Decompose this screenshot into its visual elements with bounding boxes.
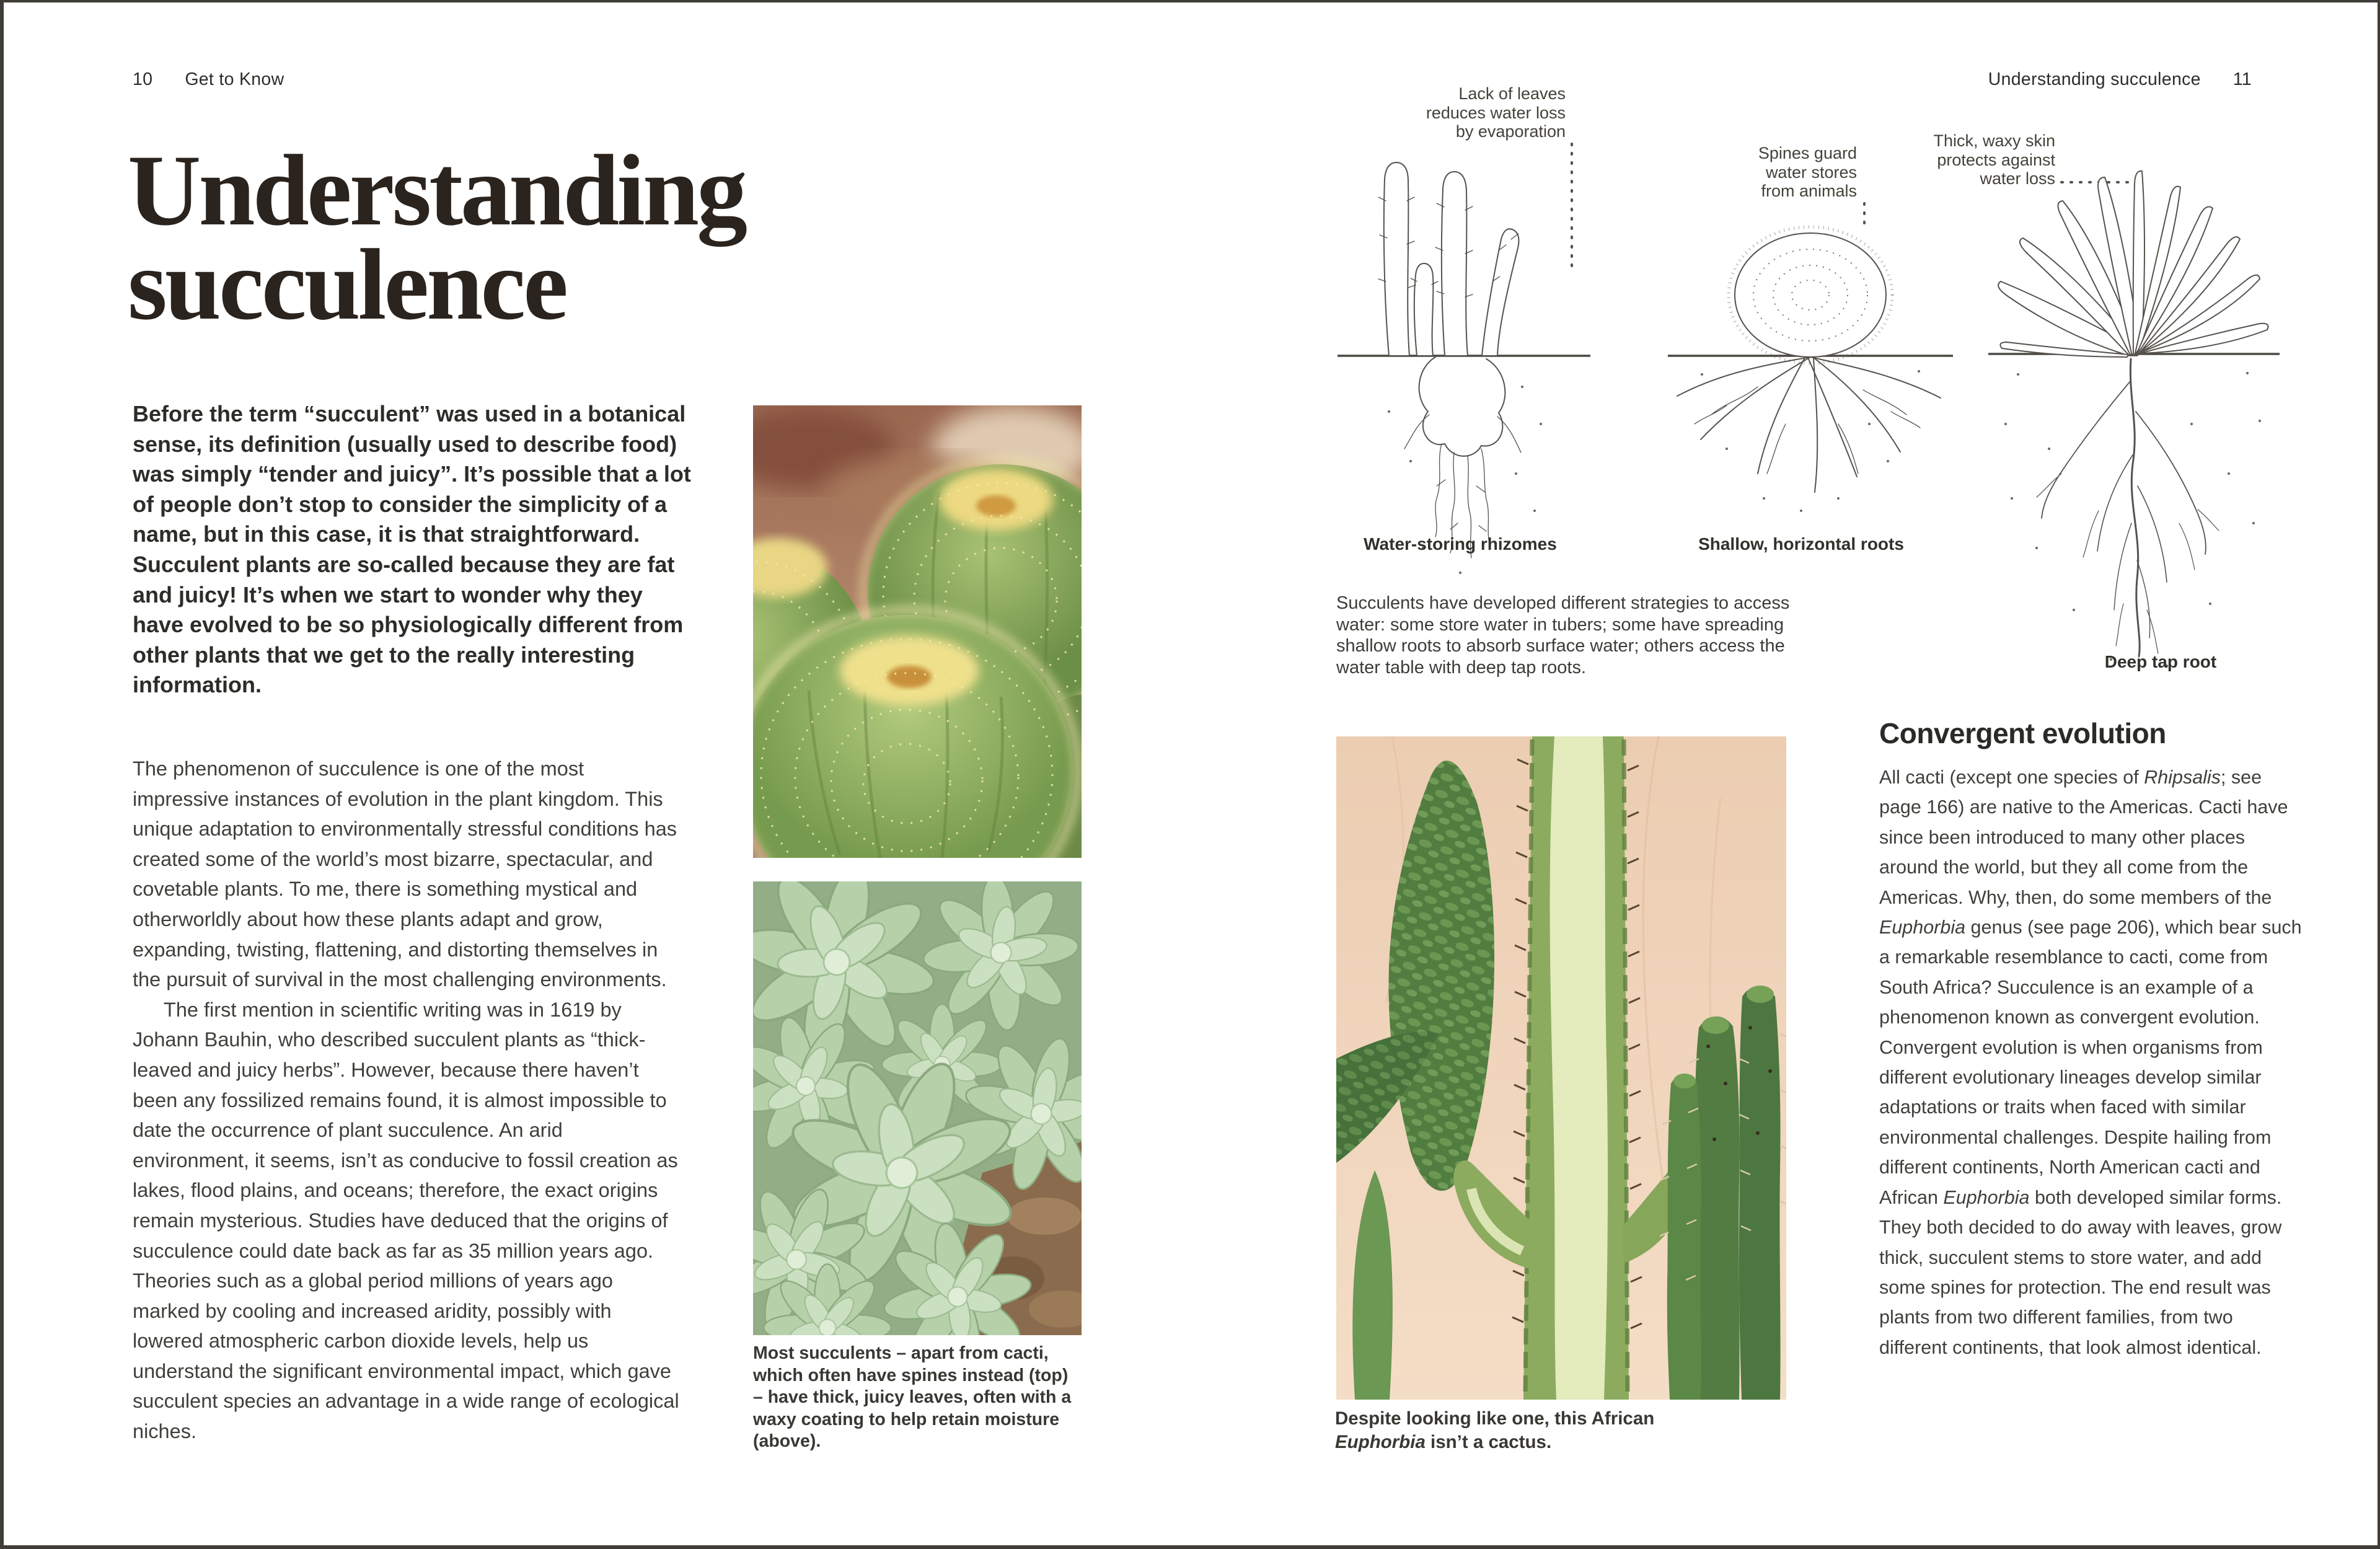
diagram-label-middle: Spines guard water stores from animals [1758, 144, 1857, 200]
body-text [133, 754, 683, 1447]
running-head-left-label: Get to Know [185, 69, 284, 89]
italic-euphorbia: Euphorbia [1335, 1432, 1426, 1452]
body-paragraph-2: The first mention in scientific writing was in 1619 by Johann Bauhin, who described succulent plants as “thick-leaved and juicy herbs”. However, because there haven’t been any fossilized remains found, it is almost impossible to date the occurrence of plant succulence. An arid environment, it seems, isn’t as conducive to fossil creation as lakes, flood plains, and oceans; therefore, the exact origins remain mysterious. Studies have deduced that the origins of succulence could date back as far as 35 million years ago. Theories such as a global period millions of years ago marked by cooling and increased aridity, possibly with lowered atmospheric carbon dioxide levels, help us understand the significant environmental impact, which gave succulent species an advantage in a wide range of ecological niches. [133, 998, 679, 1443]
italic-euphorbia-2: Euphorbia [1943, 1186, 2030, 1208]
photo-echeveria-rosettes [753, 881, 1082, 1335]
page-title: Understanding succulence [128, 135, 746, 341]
folio-left: 10 [133, 69, 153, 89]
section-heading: Convergent evolution [1879, 717, 2166, 749]
diagram-body-text: Succulents have developed different strategies to access water: some store water in tubers; some have spreading shallow roots to absorb surface water; others access the water table with deep tap roots. [1336, 593, 1790, 677]
italic-euphorbia-genus: Euphorbia [1879, 917, 1966, 938]
italic-rhipsalis: Rhipsalis [2144, 767, 2221, 788]
illustration-deep-tap-root [1998, 171, 2268, 667]
running-head-right-label: Understanding succulence [1988, 69, 2201, 89]
photo-euphorbia [1336, 736, 1786, 1400]
diagram-label-left: Lack of leaves reduces water loss by evaporation [1426, 84, 1566, 141]
intro-paragraph: Before the term “succulent” was used in a botanical sense, its definition (usually used to describe food) was simply “tender and juicy”. It’s possible that a lot of people don’t stop to consider the simplicity of a name, but in this case, it is that straightforward. Succulent plants are so-called because they are fat and juicy! It’s when we start to wonder why they have evolved to be so physiologically different from other plants that we get to the really interesting information. [133, 401, 691, 698]
illustration-water-storing-rhizomes [1378, 162, 1542, 574]
photo-caption-right: Despite looking like one, this African Euphorbia isn’t a cactus. [1335, 1408, 1655, 1452]
diagram-caption-rhizomes: Water-storing rhizomes [1364, 534, 1557, 554]
diagram-label-right: Thick, waxy skin protects against water loss [1933, 131, 2055, 188]
body-paragraph-1: The phenomenon of succulence is one of the most impressive instances of evolution in the plant kingdom. This unique adaptation to environmentally stressful conditions has created some of the world’s most bizarre, spectacular, and covetable plants. To me, there is something mystical and otherworldly about how these plants adapt and grow, expanding, twisting, flattening, and distorting themselves in the pursuit of survival in the most challenging environments. [133, 757, 677, 991]
diagram-caption-shallow-roots: Shallow, horizontal roots [1698, 534, 1904, 554]
running-head-left [133, 69, 284, 90]
photo-barrel-cacti [753, 405, 1082, 858]
illustration-shallow-roots [1677, 227, 1941, 512]
diagram-caption-tap-root: Deep tap root [2104, 652, 2217, 671]
photo-caption-left: Most succulents – apart from cacti, which often have spines instead (top) – have thick, juicy leaves, often with a waxy coating to help retain moisture (above). [753, 1343, 1072, 1451]
section-body: All cacti (except one species of Rhipsalis; see page 166) are native to the Americas. Cacti have since been introduced to many other places around the world, but they all come from the Americas. Why, then, do some members of the Euphorbia genus (see page 206), which bear such a remarkable resemblance to cacti, come from South Africa? Succulence is an example of a phenomenon known as convergent evolution. Convergent evolution is when organisms from different evolutionary lineages develop similar adaptations or traits when faced with similar environmental challenges. Despite hailing from different continents, North American cacti and African Euphorbia both developed similar forms. They both decided to do away with leaves, grow thick, succulent stems to store water, and add some spines for protection. The end result was plants from two different families, from two different continents, that look almost identical. [1879, 767, 2302, 1358]
folio-right: 11 [2232, 69, 2252, 89]
